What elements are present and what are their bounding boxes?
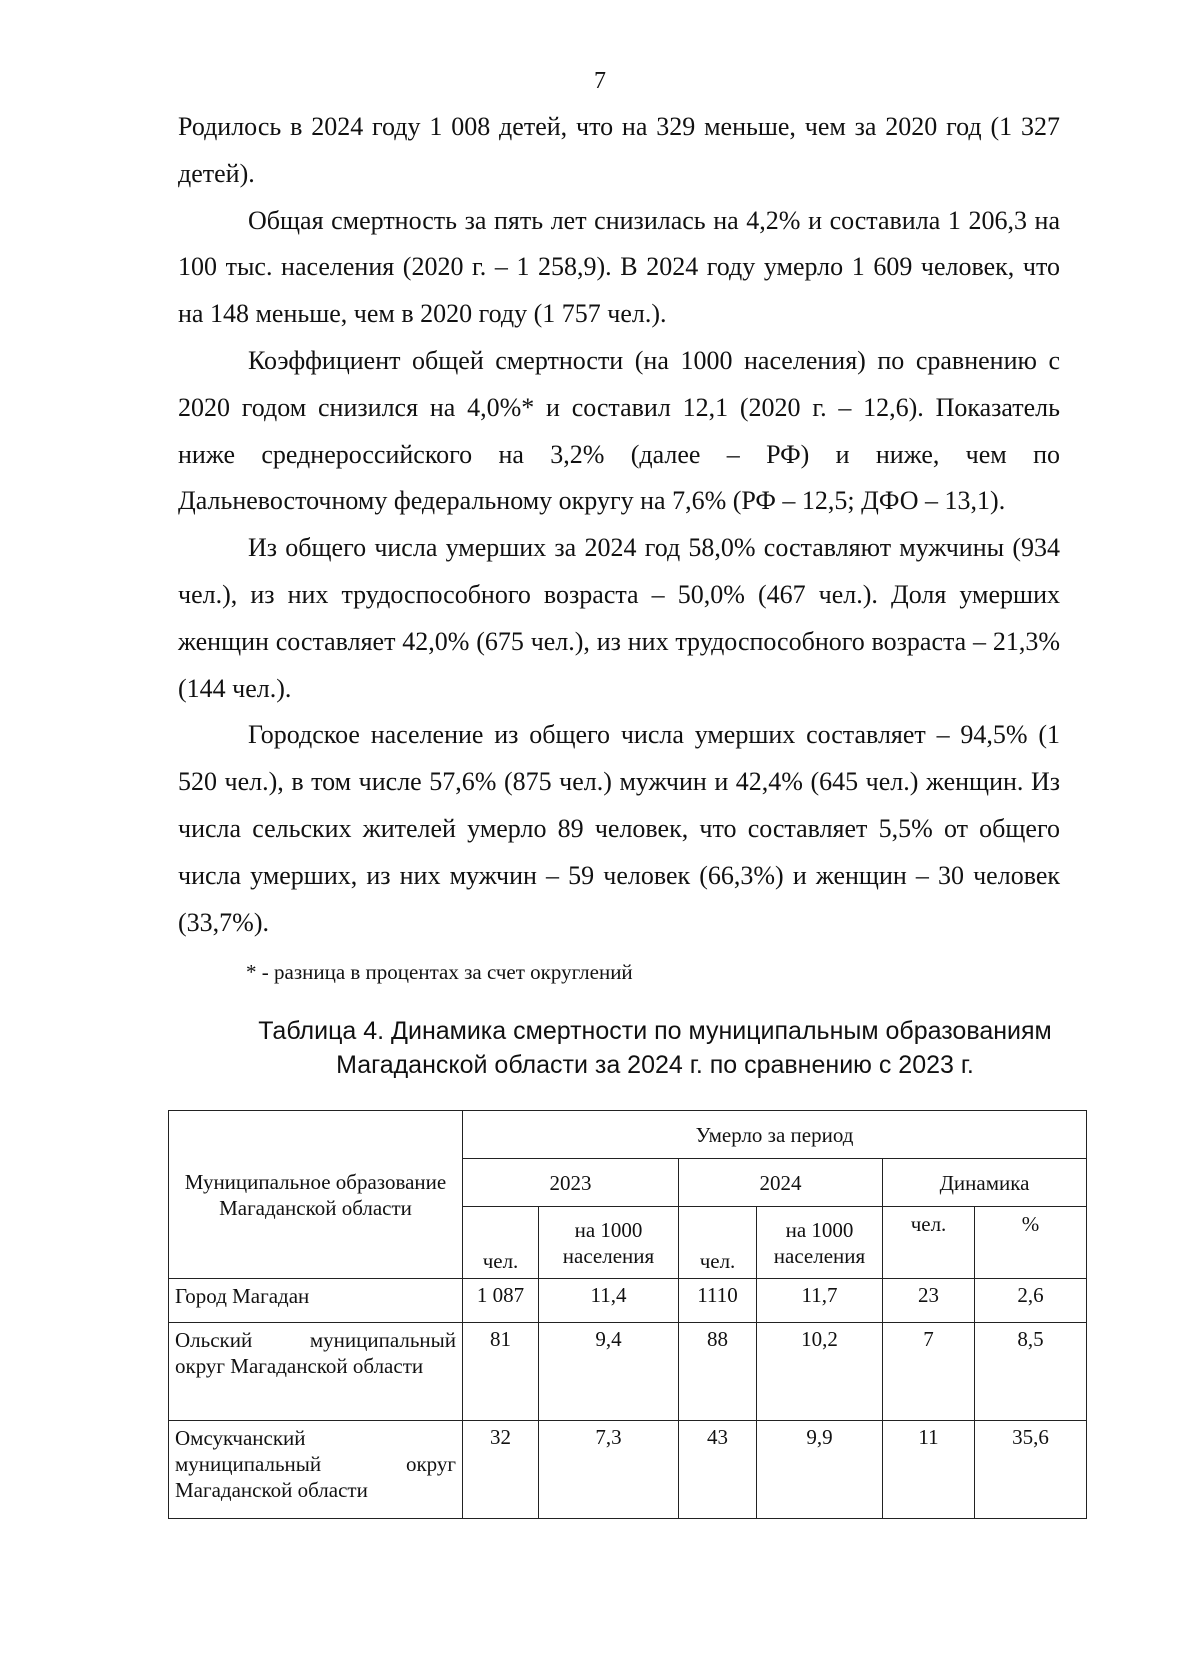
subheader-persons-2023: чел. xyxy=(463,1207,539,1279)
cell-dynamics-persons: 23 xyxy=(883,1279,975,1323)
paragraph-gender-breakdown: Из общего числа умерших за 2024 год 58,0% составляют мужчины (934 чел.), из них трудоспособного возраста – 50,0% (467 чел.). Доля умерших женщин составляет 42,0% (675 чел.), из них трудоспособного возраста – 21,3% (144 чел.). xyxy=(178,533,1060,703)
table-row xyxy=(169,1279,1087,1323)
cell-persons-2023: 1 087 xyxy=(463,1279,539,1323)
header-year-2024: 2024 xyxy=(679,1159,883,1207)
cell-dynamics-persons: 11 xyxy=(883,1421,975,1519)
cell-rate-2023: 9,4 xyxy=(539,1323,679,1421)
subheader-persons-2024: чел. xyxy=(679,1207,757,1279)
cell-persons-2024: 43 xyxy=(679,1421,757,1519)
table-row xyxy=(169,1421,1087,1519)
paragraph-births: Родилось в 2024 году 1 008 детей, что на 329 меньше, чем за 2020 год (1 327 детей). xyxy=(178,112,1060,188)
cell-dynamics-percent: 2,6 xyxy=(975,1279,1087,1323)
table-caption xyxy=(230,1014,1080,1082)
cell-dynamics-persons: 7 xyxy=(883,1323,975,1421)
header-municipality: Муниципальное образование Магаданской области xyxy=(169,1111,463,1279)
cell-rate-2024: 9,9 xyxy=(757,1421,883,1519)
cell-persons-2024: 88 xyxy=(679,1323,757,1421)
header-died-in-period: Умерло за период xyxy=(463,1111,1087,1159)
footnote: * - разница в процентах за счет округлений xyxy=(246,960,633,984)
subheader-per1000-2023: на 1000 населения xyxy=(539,1207,679,1279)
page-number: 7 xyxy=(594,68,606,94)
cell-dynamics-percent: 35,6 xyxy=(975,1421,1087,1519)
paragraph-general-mortality: Общая смертность за пять лет снизилась на 4,2% и составила 1 206,3 на 100 тыс. населения (2020 г. – 1 258,9). В 2024 году умерло 1 609 человек, что на 148 меньше, чем в 2020 году (1 757 чел.). xyxy=(178,205,1060,329)
row-name: Ольский муниципальный округ Магаданской области xyxy=(169,1323,463,1421)
cell-rate-2023: 11,4 xyxy=(539,1279,679,1323)
paragraph-urban-rural: Городское население из общего числа умерших составляет – 94,5% (1 520 чел.), в том числе 57,6% (875 чел.) мужчин и 42,4% (645 чел.) женщин. Из числа сельских жителей умерло 89 человек, что составляет 5,5% от общего числа умерших, из них мужчин – 59 человек (66,3%) и женщин – 30 человек (33,7%). xyxy=(178,720,1060,937)
table-caption-line-2: Магаданской области за 2024 г. по сравнению с 2023 г. xyxy=(336,1051,974,1079)
body-text xyxy=(178,104,1060,946)
cell-persons-2024: 1110 xyxy=(679,1279,757,1323)
cell-rate-2024: 10,2 xyxy=(757,1323,883,1421)
subheader-percent-dynamics: % xyxy=(975,1207,1087,1279)
cell-persons-2023: 32 xyxy=(463,1421,539,1519)
row-name: Омсукчанский муниципальный округ Магаданской области xyxy=(169,1421,463,1519)
paragraph-mortality-coefficient: Коэффициент общей смертности (на 1000 населения) по сравнению с 2020 годом снизился на 4,0%* и составил 12,1 (2020 г. – 12,6). Показатель ниже среднероссийского на 3,2% (далее – РФ) и ниже, чем по Дальневосточному федеральному округу на 7,6% (РФ – 12,5; ДФО – 13,1). xyxy=(178,345,1060,516)
mortality-table xyxy=(168,1110,1087,1519)
cell-rate-2024: 11,7 xyxy=(757,1279,883,1323)
cell-dynamics-percent: 8,5 xyxy=(975,1323,1087,1421)
table-row xyxy=(169,1323,1087,1421)
row-name: Город Магадан xyxy=(169,1279,463,1323)
subheader-per1000-2024: на 1000 населения xyxy=(757,1207,883,1279)
table-caption-line-1: Таблица 4. Динамика смертности по муниципальным образованиям xyxy=(258,1017,1052,1045)
subheader-persons-dynamics: чел. xyxy=(883,1207,975,1279)
header-year-2023: 2023 xyxy=(463,1159,679,1207)
cell-persons-2023: 81 xyxy=(463,1323,539,1421)
header-dynamics: Динамика xyxy=(883,1159,1087,1207)
cell-rate-2023: 7,3 xyxy=(539,1421,679,1519)
